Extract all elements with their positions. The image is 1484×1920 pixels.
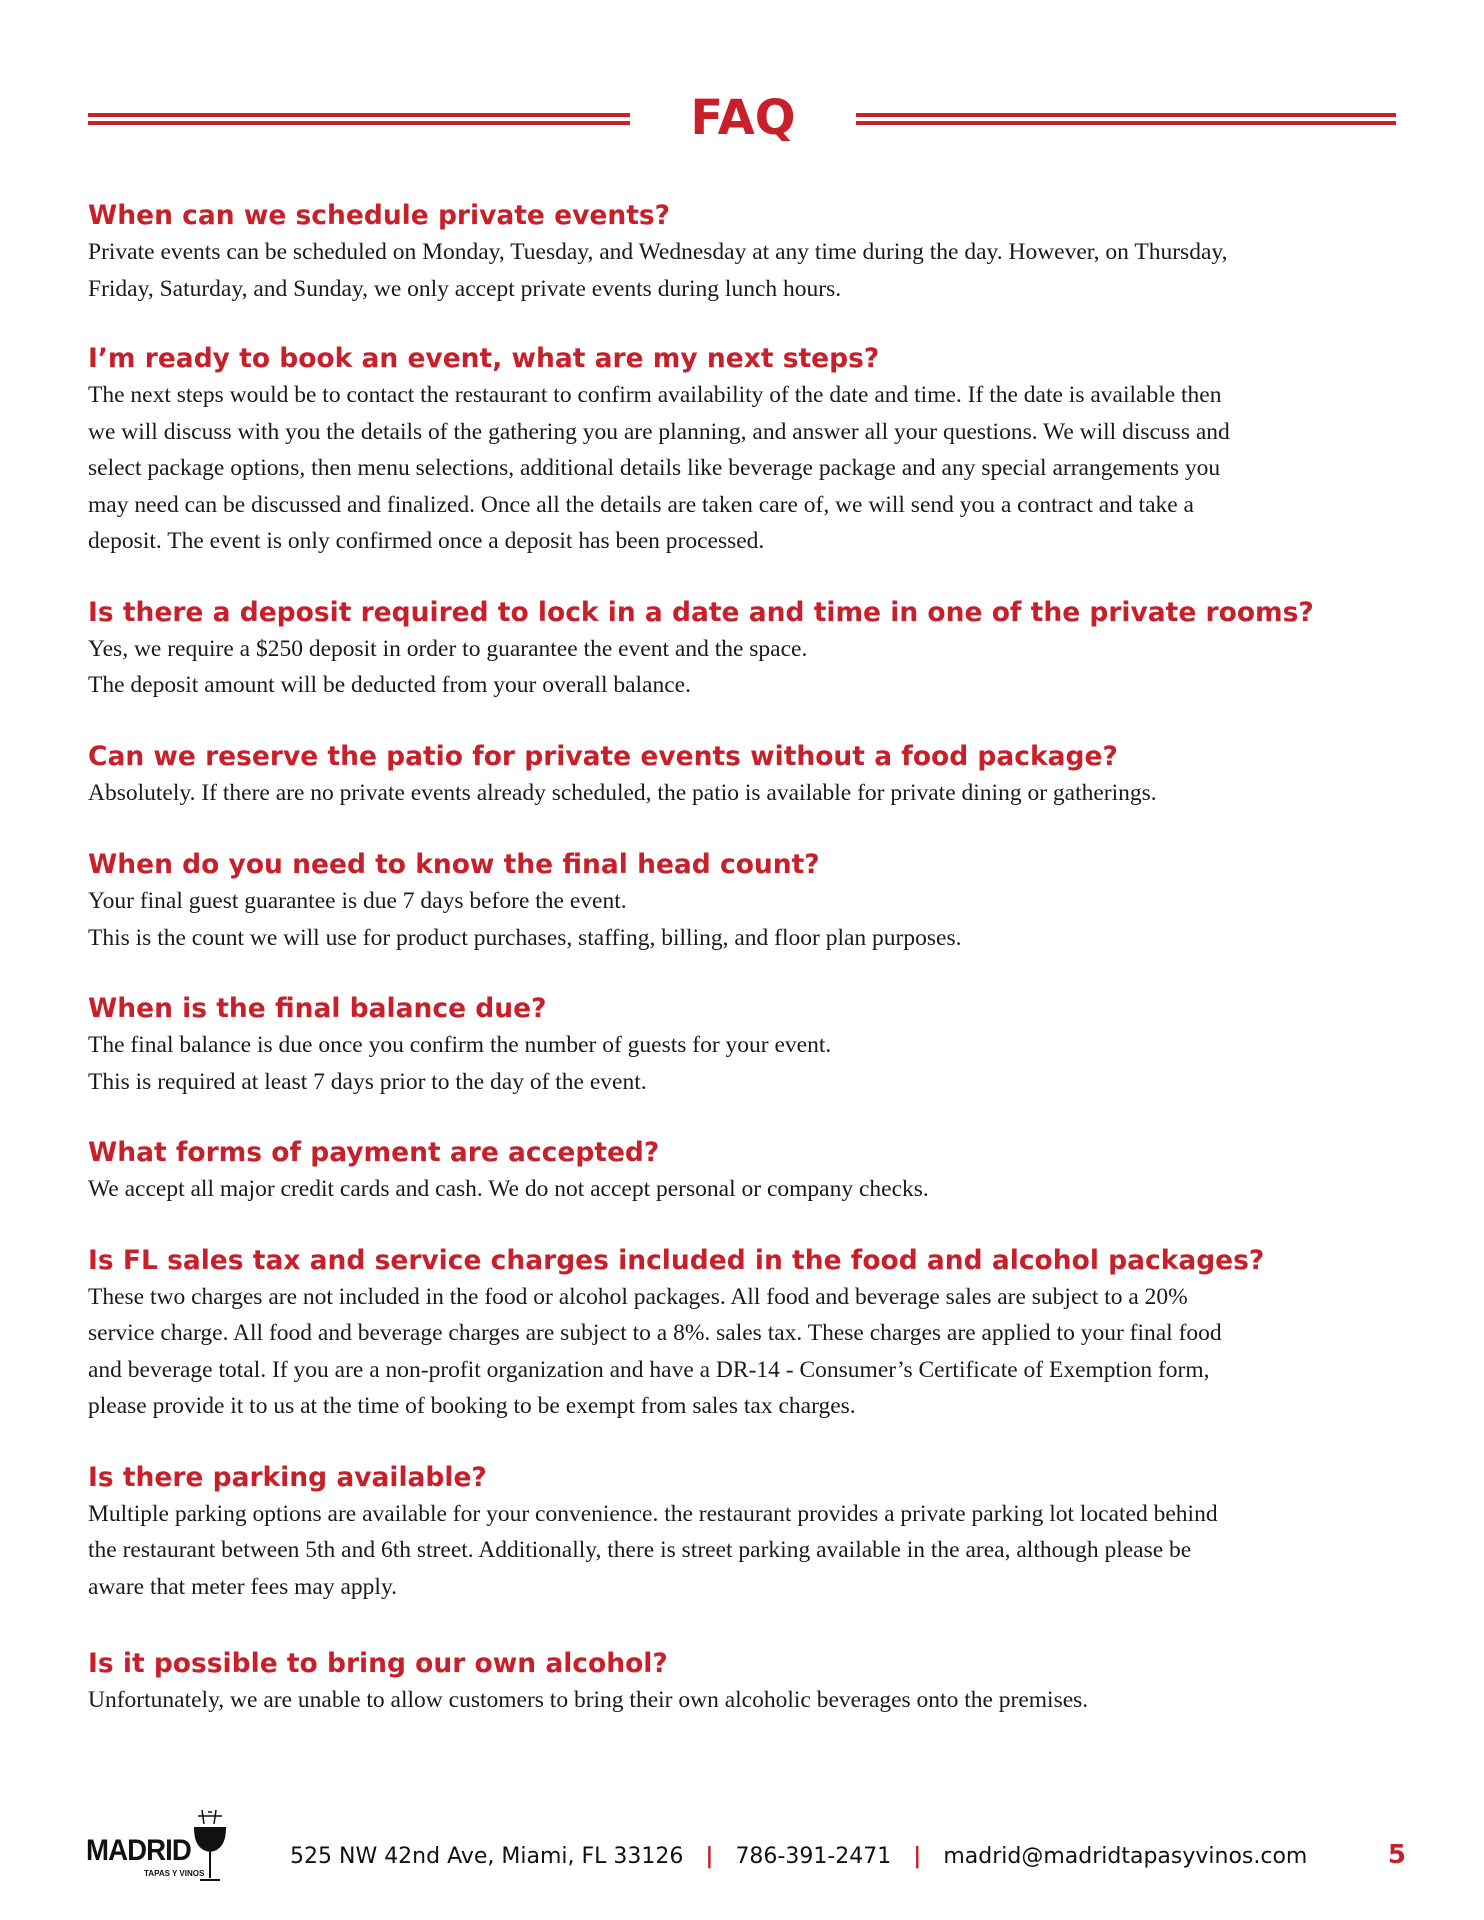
faq-item bbox=[88, 1460, 1398, 1606]
faq-answer: Absolutely. If there are no private events already scheduled, the patio is available for private dining or gatherings. bbox=[88, 779, 1157, 806]
faq-answer: The final balance is due once you confirm the number of guests for your event. This is required at least 7 days prior to the day of the event. bbox=[88, 1032, 832, 1095]
faq-question: When is the final balance due? bbox=[88, 993, 547, 1024]
faq-item bbox=[88, 198, 1398, 307]
faq-list bbox=[88, 198, 1398, 1719]
phone[interactable]: 786-391-2471 bbox=[735, 1844, 892, 1869]
faq-answer: Multiple parking options are available for your convenience. the restaurant provides a private parking lot located behind the restaurant between 5th and 6th street. Additionally, there is street parking available in the area, although please be aware that meter fees may apply. bbox=[88, 1500, 1218, 1600]
header-rule-right bbox=[856, 113, 1396, 125]
faq-question: Is there parking available? bbox=[88, 1461, 487, 1493]
separator: | bbox=[913, 1844, 922, 1869]
faq-answer: We accept all major credit cards and cash. We do not accept personal or company checks. bbox=[88, 1176, 929, 1202]
faq-item bbox=[88, 739, 1398, 812]
header-rule-left bbox=[88, 113, 630, 125]
faq-item bbox=[88, 595, 1398, 704]
faq-question: I’m ready to book an event, what are my next steps? bbox=[88, 343, 880, 374]
faq-question: When can we schedule private events? bbox=[88, 200, 671, 231]
faq-question: Can we reserve the patio for private events without a food package? bbox=[88, 740, 1118, 772]
faq-answer: Yes, we require a $250 deposit in order to guarantee the event and the space. The deposit amount will be deducted from your overall balance. bbox=[88, 635, 808, 698]
page-title: FAQ bbox=[690, 90, 796, 146]
faq-item bbox=[88, 847, 1398, 956]
faq-question: When do you need to know the final head count? bbox=[88, 849, 820, 880]
faq-answer: Private events can be scheduled on Monday, Tuesday, and Wednesday at any time during the day. However, on Thursday, Friday, Saturday, and Sunday, we only accept private events during lunch hours. bbox=[88, 239, 1228, 302]
faq-item bbox=[88, 1646, 1398, 1719]
faq-answer: The next steps would be to contact the restaurant to confirm availability of the date and time. If the date is available then we will discuss with you the details of the gathering you are planning, and answer all your questions. We will discuss and select package options, then menu selections, additional details like beverage package and any special arrangements you may need can be discussed and finalized. Once all the details are taken care of, we will send you a contract and take a deposit. The event is only confirmed once a deposit has been processed. bbox=[88, 382, 1230, 554]
logo-tagline: TAPAS Y VINOS bbox=[144, 1869, 205, 1878]
faq-question: Is there a deposit required to lock in a date and time in one of the private rooms? bbox=[88, 596, 1314, 628]
page-footer bbox=[86, 1806, 1406, 1886]
faq-answer: Your final guest guarantee is due 7 days before the event. This is the count we will use for product purchases, staffing, billing, and floor plan purposes. bbox=[88, 888, 962, 951]
madrid-logo bbox=[86, 1806, 236, 1886]
faq-question: What forms of payment are accepted? bbox=[88, 1137, 660, 1168]
faq-item bbox=[88, 1243, 1398, 1425]
faq-item bbox=[88, 341, 1398, 560]
address: 525 NW 42nd Ave, Miami, FL 33126 bbox=[290, 1844, 684, 1869]
page-number: 5 bbox=[1387, 1840, 1406, 1870]
faq-item bbox=[88, 991, 1398, 1100]
faq-answer: Unfortunately, we are unable to allow customers to bring their own alcoholic beverages onto the premises. bbox=[88, 1687, 1089, 1713]
contact-info bbox=[290, 1844, 1307, 1869]
faq-question: Is FL sales tax and service charges included in the food and alcohol packages? bbox=[88, 1244, 1265, 1276]
logo-wordmark: MADRID bbox=[86, 1834, 191, 1867]
faq-item bbox=[88, 1135, 1398, 1208]
page-header bbox=[88, 88, 1396, 148]
separator: | bbox=[705, 1844, 714, 1869]
faq-question: Is it possible to bring our own alcohol? bbox=[88, 1648, 668, 1679]
email[interactable]: madrid@madridtapasyvinos.com bbox=[943, 1844, 1308, 1869]
faq-answer: These two charges are not included in the food or alcohol packages. All food and beverage sales are subject to a 20% service charge. All food and beverage charges are subject to a 8%. sales tax. These charges are applied to your final food and beverage total. If you are a non-profit organization and have a DR-14 - Consumer’s Certificate of Exemption form, please provide it to us at the time of booking to be exempt from sales tax charges. bbox=[88, 1283, 1222, 1419]
